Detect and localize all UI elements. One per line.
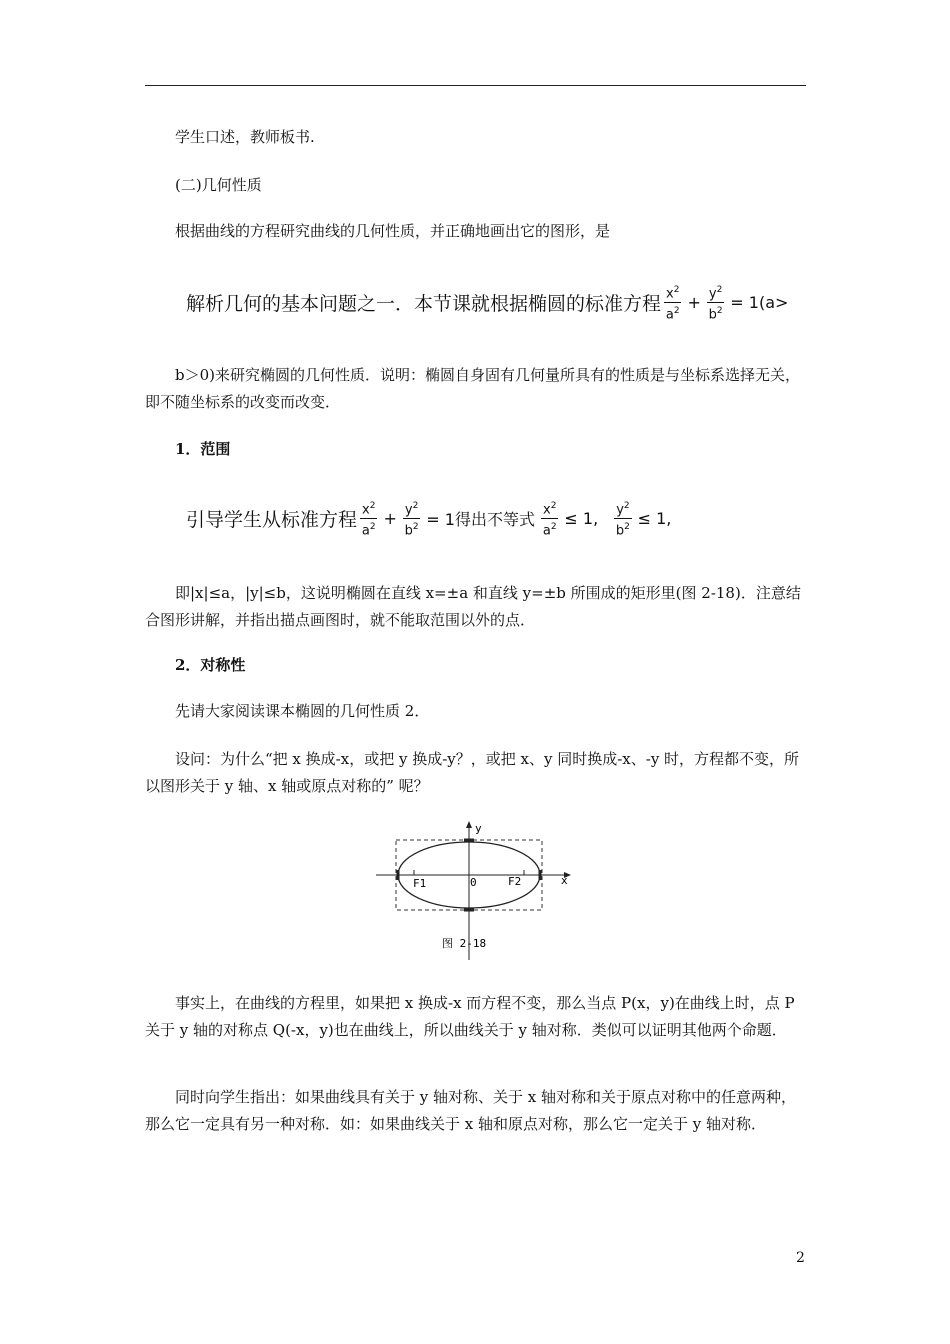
equation-line-2-text: 引导学生从标准方程: [186, 509, 358, 532]
y-axis-label: y: [475, 822, 482, 835]
paragraph-6: 设问：为什么“把 x 换成-x，或把 y 换成-y？，或把 x、y 同时换成-x、-y 时，方程都不变，所以图形关于 y 轴、x 轴或原点对称的” 呢？: [145, 750, 800, 795]
fraction-y2-b2: $\frac{y^2}{b^2}$: [707, 282, 724, 324]
fraction-x2-a2-b: $\frac{x^2}{a^2}$: [360, 498, 377, 540]
equation-line-2: 引导学生从标准方程 $\frac{x^2}{a^2}$ + $\frac{y^2}{b^2}$ = 1得出不等式 $\frac{x^2}{a^2}$ ≤ 1, $\frac{y^2}{b^2}$ ≤ 1,: [186, 498, 674, 540]
y-axis-arrow: [466, 821, 472, 828]
heading-range: 1．范围: [175, 440, 231, 458]
x-axis-label: x: [561, 874, 568, 887]
fraction-y2-b2-b: $\frac{y^2}{b^2}$: [403, 498, 420, 540]
paragraph-8: 同时向学生指出：如果曲线具有关于 y 轴对称、关于 x 轴对称和关于原点对称中的任意两种，那么它一定具有另一种对称．如：如果曲线关于 x 轴和原点对称，那么它一定关于 y 轴对称．: [145, 1088, 797, 1133]
paragraph-5: 先请大家阅读课本椭圆的几何性质 2．: [175, 702, 430, 720]
figure-caption: 图 2-18: [442, 937, 487, 950]
section-heading: (二)几何性质: [175, 176, 262, 194]
focus-2-label: F2: [508, 875, 522, 888]
paragraph-3: b＞0)来研究椭圆的几何性质．说明：椭圆自身固有几何量所具有的性质是与坐标系选择无关，即不随坐标系的改变而改变．: [145, 366, 801, 411]
ellipse-figure: [376, 820, 576, 960]
paragraph-4: 即|x|≤a，|y|≤b，这说明椭圆在直线 x=±a 和直线 y=±b 所围成的矩形里(图 2-18)．注意结合图形讲解，并指出描点画图时，就不能取范围以外的点．: [145, 584, 801, 629]
heading-symmetry: 2．对称性: [175, 656, 246, 674]
origin-label: 0: [470, 876, 477, 889]
focus-1-label: F1: [413, 877, 427, 890]
fraction-x2-a2: $\frac{x^2}{a^2}$: [664, 282, 681, 324]
paragraph-7: 事实上，在曲线的方程里，如果把 x 换成-x 而方程不变，那么当点 P(x，y)在曲线上时，点 P 关于 y 轴的对称点 Q(-x，y)也在曲线上，所以曲线关于 y 轴对称．类似可以证明其他两个命题．: [145, 994, 795, 1039]
header-rule: [145, 85, 806, 86]
paragraph-2: 根据曲线的方程研究曲线的几何性质，并正确地画出它的图形，是: [175, 222, 611, 240]
fraction-y2-b2-c: $\frac{y^2}{b^2}$: [614, 498, 631, 540]
equation-line-1-text: 解析几何的基本问题之一．本节课就根据椭圆的标准方程: [186, 293, 662, 316]
fraction-x2-a2-c: $\frac{x^2}{a^2}$: [541, 498, 558, 540]
paragraph-1: 学生口述，教师板书.: [175, 128, 315, 146]
page-number: 2: [796, 1250, 805, 1266]
equation-line-1: 解析几何的基本问题之一．本节课就根据椭圆的标准方程 $\frac{x^2}{a^2}$ + $\frac{y^2}{b^2}$ = 1(a>: [186, 282, 791, 324]
